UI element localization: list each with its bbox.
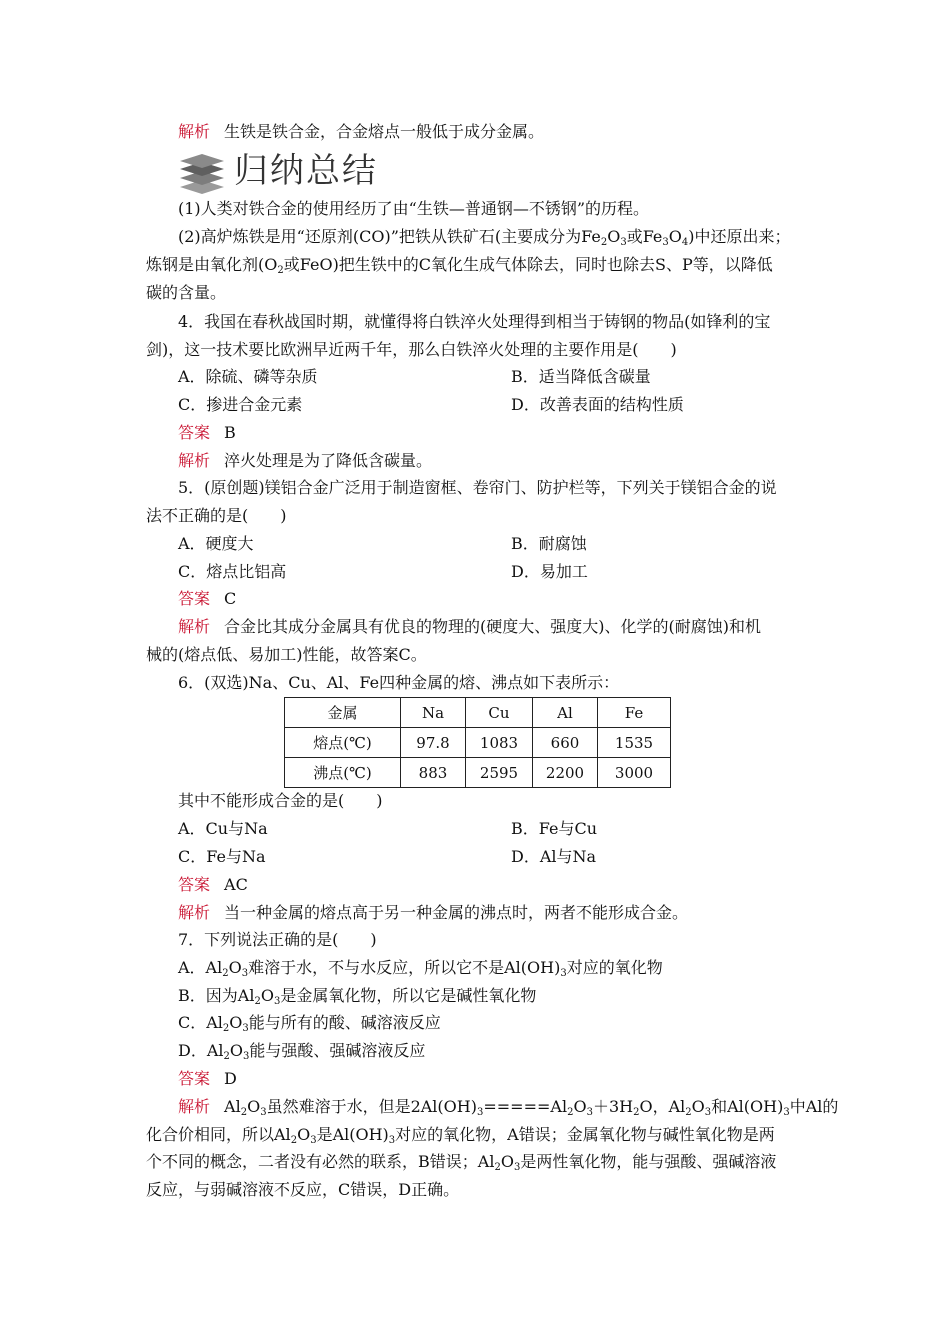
q6-option-d: D．Al与Na [511, 847, 597, 866]
q5-stem-line-1: 5．(原创题)镁铝合金广泛用于制造窗框、卷帘门、防护栏等，下列关于镁铝合金的说 [178, 478, 777, 497]
table-row: 沸点(℃) 883 2595 2200 3000 [285, 758, 671, 788]
summary-title: 归纳总结 [234, 151, 378, 191]
q7-answer: 答案 D [178, 1069, 237, 1088]
q5-analysis-line-1: 解析 合金比其成分金属具有优良的物理的(硬度大、强度大)、化学的(耐腐蚀)和机 [178, 617, 761, 636]
q4-option-b: B．适当降低含碳量 [511, 367, 651, 386]
q7-option-b: B．因为$Al_2O_3$是金属氧化物，所以它是碱性氧化物 [178, 986, 537, 1007]
q5-answer: 答案 C [178, 589, 237, 608]
q6-answer: 答案 AC [178, 875, 248, 894]
q7-stem: 7．下列说法正确的是( ) [178, 930, 377, 949]
q6-question: 其中不能形成合金的是( ) [178, 791, 383, 810]
q5-option-a: A．硬度大 [178, 534, 254, 553]
q5-analysis-line-2: 械的(熔点低、易加工)性能，故答案C。 [146, 645, 427, 664]
q6-analysis: 解析 当一种金属的熔点高于另一种金属的沸点时，两者不能形成合金。 [178, 903, 689, 922]
prev-analysis [178, 122, 544, 142]
q7-analysis-line-2: 化合价相同，所以$Al_2O_3$是$Al(OH)_3$对应的氧化物，A错误；金属氧化物与碱性氧化物是两 [146, 1125, 775, 1146]
summary-point-2-line-2: 炼钢是由氧化剂($O_2$或FeO)把生铁中的C氧化生成气体除去，同时也除去S、P等，以降低 [146, 255, 773, 276]
layers-icon [178, 154, 226, 194]
q7-option-a: A．$Al_2O_3$难溶于水，不与水反应，所以它不是$Al(OH)_3$对应的氧化物 [178, 958, 663, 979]
q7-analysis-line-3: 个不同的概念，二者没有必然的联系，B错误；$Al_2O_3$是两性氧化物，能与强酸、强碱溶液 [146, 1152, 777, 1173]
q6-option-a: A．Cu与Na [178, 819, 268, 838]
q4-option-a: A．除硫、磷等杂质 [178, 367, 318, 386]
q4-stem-line-2: 剑)，这一技术要比欧洲早近两千年，那么白铁淬火处理的主要作用是( ) [146, 340, 677, 359]
q5-option-d: D．易加工 [511, 562, 588, 581]
summary-point-2-line-1: (2)高炉炼铁是用“还原剂(CO)”把铁从铁矿石(主要成分为$Fe_2O_3$或$Fe_3O_4$)中还原出来； [178, 227, 791, 248]
q5-option-c: C．熔点比铝高 [178, 562, 287, 581]
q4-answer: 答案 B [178, 423, 236, 442]
q7-option-c: C．$Al_2O_3$能与所有的酸、碱溶液反应 [178, 1013, 441, 1034]
q4-analysis: 解析 淬火处理是为了降低含碳量。 [178, 451, 433, 470]
q7-analysis-line-1: 解析 $Al_2O_3$虽然难溶于水，但是$2Al(OH)_3=====Al_2O_3+3H_2O$，$Al_2O_3$和$Al(OH)_3$中Al的 [178, 1097, 839, 1118]
q4-stem-line-1: 4．我国在春秋战国时期，就懂得将白铁淬火处理得到相当于铸钢的物品(如锋利的宝 [178, 312, 771, 331]
q6-stem: 6．(双选)Na、Cu、Al、Fe四种金属的熔、沸点如下表所示： [178, 673, 620, 692]
q7-option-d: D．$Al_2O_3$能与强酸、强碱溶液反应 [178, 1041, 426, 1062]
q5-stem-line-2: 法不正确的是( ) [146, 506, 287, 525]
analysis-text: 生铁是铁合金，合金熔点一般低于成分金属。 [224, 122, 545, 141]
metals-table [284, 697, 671, 788]
q4-option-d: D．改善表面的结构性质 [511, 395, 684, 414]
q7-analysis-line-4: 反应，与弱碱溶液不反应，C错误，D正确。 [146, 1180, 460, 1199]
table-header-row: 金属 Na Cu Al Fe [285, 698, 671, 728]
analysis-label: 解析 [178, 122, 211, 141]
q6-option-c: C．Fe与Na [178, 847, 266, 866]
table-row: 熔点(℃) 97.8 1083 660 1535 [285, 728, 671, 758]
q4-option-c: C．掺进合金元素 [178, 395, 303, 414]
q6-option-b: B．Fe与Cu [511, 819, 598, 838]
summary-point-1: (1)人类对铁合金的使用经历了由“生铁—普通钢—不锈钢”的历程。 [178, 199, 650, 218]
q5-option-b: B．耐腐蚀 [511, 534, 587, 553]
summary-point-2-line-3: 碳的含量。 [146, 283, 227, 302]
